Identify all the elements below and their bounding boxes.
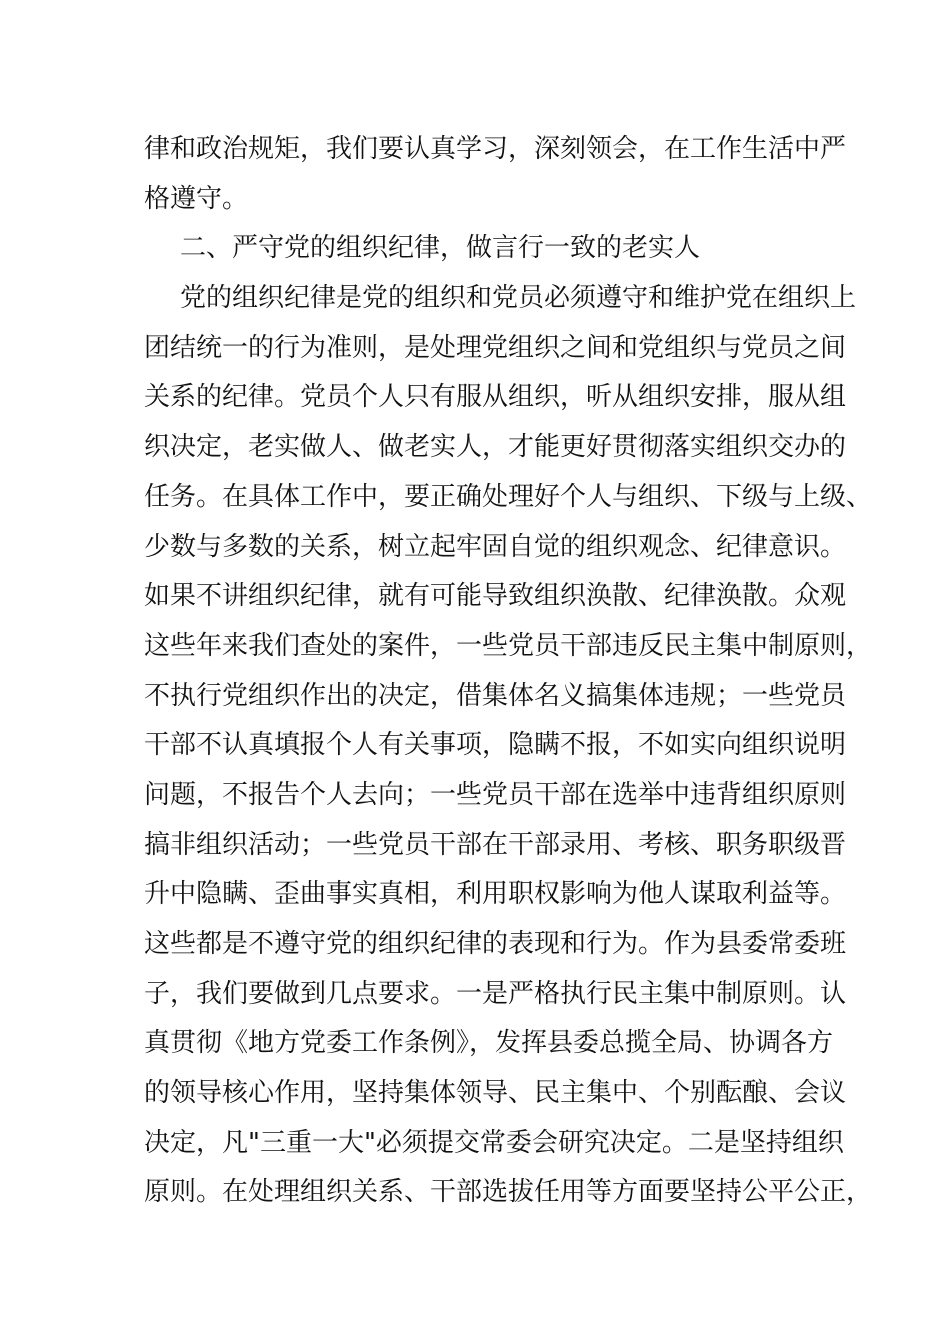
text-line: 决定，凡"三重一大"必须提交常委会研究决定。二是坚持组织 bbox=[144, 1127, 844, 1158]
text-line: 升中隐瞒、歪曲事实真相，利用职权影响为他人谋取利益等。 bbox=[144, 879, 847, 910]
text-line: 干部不认真填报个人有关事项，隐瞒不报，不如实向组织说明 bbox=[144, 730, 847, 761]
text-line: 少数与多数的关系，树立起牢固自觉的组织观念、纪律意识。 bbox=[144, 531, 847, 562]
text-line: 织决定，老实做人、做老实人，才能更好贯彻落实组织交办的 bbox=[144, 432, 847, 463]
text-line: 搞非组织活动；一些党员干部在干部录用、考核、职务职级晋 bbox=[144, 829, 847, 860]
text-line: 问题，不报告个人去向；一些党员干部在选举中违背组织原则 bbox=[144, 779, 847, 810]
text-line: 这些年来我们查处的案件，一些党员干部违反民主集中制原则， bbox=[144, 630, 873, 661]
text-line: 团结统一的行为准则，是处理党组织之间和党组织与党员之间 bbox=[144, 332, 847, 363]
text-line: 子，我们要做到几点要求。一是严格执行民主集中制原则。认 bbox=[144, 978, 847, 1009]
text-line: 格遵守。 bbox=[144, 183, 249, 214]
text-line: 关系的纪律。党员个人只有服从组织，听从组织安排，服从组 bbox=[144, 382, 847, 413]
text-line: 不执行党组织作出的决定，借集体名义搞集体违规；一些党员 bbox=[144, 680, 847, 711]
text-line: 律和政治规矩，我们要认真学习，深刻领会，在工作生活中严 bbox=[144, 134, 847, 164]
text-line: 这些都是不遵守党的组织纪律的表现和行为。作为县委常委班 bbox=[144, 929, 847, 959]
document-body bbox=[144, 125, 873, 1218]
section-heading: 二、严守党的组织纪律，做言行一致的老实人 bbox=[180, 233, 701, 264]
text-line: 真贯彻《地方党委工作条例》，发挥县委总揽全局、协调各方 bbox=[144, 1028, 834, 1059]
text-line: 任务。在具体工作中，要正确处理好个人与组织、下级与上级、 bbox=[144, 481, 873, 512]
paragraph-first-line: 党的组织纪律是党的组织和党员必须遵守和维护党在组织上 bbox=[180, 283, 857, 314]
text-line: 原则。在处理组织关系、干部选拔任用等方面要坚持公平公正， bbox=[144, 1177, 873, 1208]
text-line: 的领导核心作用，坚持集体领导、民主集中、个别酝酿、会议 bbox=[144, 1078, 847, 1109]
text-line: 如果不讲组织纪律，就有可能导致组织涣散、纪律涣散。众观 bbox=[144, 581, 847, 612]
